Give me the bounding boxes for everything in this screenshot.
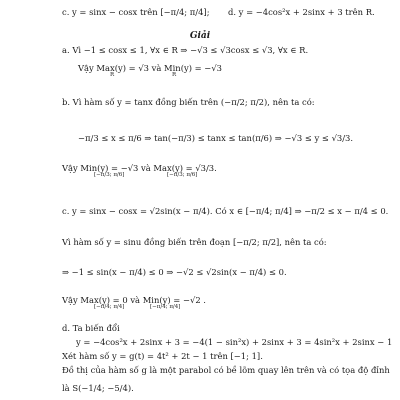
part-c-max-domain: [−π/4; π/4]: [94, 304, 125, 310]
part-c-line2: Vì hàm số y = sinu đồng biến trên đoạn [−π/2; π/2], nên ta có:: [62, 237, 327, 247]
part-d-heading: d. Ta biến đổi: [62, 323, 120, 333]
part-b-max-domain: [−π/3; π/6]: [167, 172, 198, 178]
part-a-result-text: Vậy Max(y) = √3 và Min(y) = −√3: [78, 63, 222, 73]
problem-c-interval: [−π/4; π/4]: [160, 7, 207, 17]
part-b-text: b. Vì hàm số y = tanx đồng biến trên: [62, 97, 219, 107]
part-b-inequality: −π/3 ≤ x ≤ π/6 ⇒ tan(−π/3) ≤ tanx ≤ tan(π/6) ⇒ −√3 ≤ y ≤ √3/3.: [78, 133, 354, 143]
problem-d-line: d. y = −4cos²x + 2sinx + 3 trên R.: [228, 7, 375, 17]
part-a-result: [78, 63, 222, 78]
part-c-result-text: Vậy Max(y) = 0 và Min(y) = −√2 .: [62, 295, 206, 305]
part-d-graph: Đồ thị của hàm số g là một parabol có bề lõm quay lên trên và có tọa độ đỉnh: [62, 365, 390, 375]
solution-heading: Giải: [189, 31, 211, 41]
part-c-min-domain: [−π/4; π/4]: [150, 304, 181, 310]
part-a-line: a. Vì −1 ≤ cosx ≤ 1, ∀x ∈ R ⇒ −√3 ≤ √3cosx ≤ √3, ∀x ∈ R.: [62, 45, 309, 55]
part-c-inequality: ⇒ −1 ≤ sin(x − π/4) ≤ 0 ⇒ −√2 ≤ √2sin(x − π/4) ≤ 0.: [62, 267, 287, 277]
part-d-equation: y = −4cos²x + 2sinx + 3 = −4(1 − sin²x) + 2sinx + 3 = 4sin²x + 2sinx − 1: [76, 337, 393, 347]
part-b-result-text: Vậy Min(y) = −√3 và Max(y) = √3/3.: [62, 163, 217, 173]
part-b-line: [62, 98, 315, 106]
problem-c-semicolon: ;: [206, 7, 210, 17]
part-d-vertex: là S(−1/4; −5/4).: [62, 383, 134, 393]
problem-c-line: [62, 8, 210, 16]
part-a-max-domain: R: [110, 72, 115, 78]
part-b-interval: (−π/2; π/2): [220, 97, 268, 107]
part-b-result: [62, 163, 217, 178]
part-c-line: c. y = sinx − cosx = √2sin(x − π/4). Có x ∈ [−π/4; π/4] ⇒ −π/2 ≤ x − π/4 ≤ 0.: [62, 206, 389, 216]
part-c-result: [62, 295, 206, 310]
part-b-min-domain: [−π/3; π/6]: [94, 172, 125, 178]
part-d-consider: Xét hàm số y = g(t) = 4t² + 2t − 1 trên [−1; 1].: [62, 351, 263, 361]
problem-c-text: c. y = sinx − cosx trên: [62, 7, 158, 17]
part-a-min-domain: R: [172, 72, 177, 78]
part-b-suffix: , nên ta có:: [267, 97, 315, 107]
